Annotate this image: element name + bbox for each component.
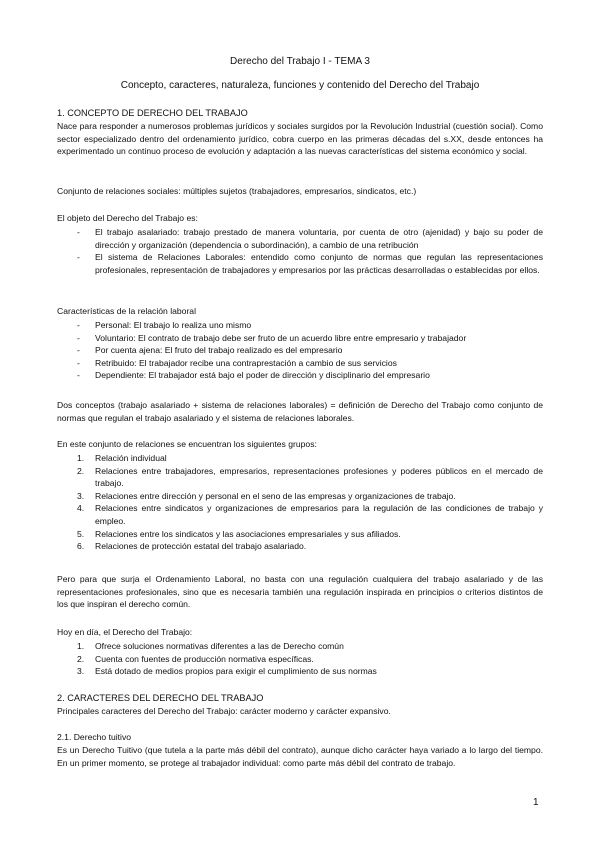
hoy-list bbox=[57, 640, 543, 678]
list-item: 1. Ofrece soluciones normativas diferentes a las de Derecho común bbox=[77, 641, 344, 651]
list-item: - El trabajo asalariado: trabajo prestado de manera voluntaria, por cuenta de otro (ajenidad) y bajo su poder de dirección y organización (dependencia o subordinación), a cambio de una retribución bbox=[57, 226, 543, 251]
list-item: 3. Está dotado de medios propios para exigir el cumplimiento de sus normas bbox=[77, 666, 377, 677]
tuitivo-paragraph: Es un Derecho Tuitivo (que tutela a la parte más débil del contrato), aunque dicho carácter haya variado a lo largo del tiempo. En un primer momento, se protege al trabajador individual: como parte más débil del contrato de trabajo. bbox=[57, 745, 543, 768]
objeto-label: El objeto del Derecho del Trabajo es: bbox=[57, 213, 198, 223]
list-item: - Por cuenta ajena: El fruto del trabajo realizado es del empresario bbox=[57, 344, 543, 357]
caracteristicas-label: Características de la relación laboral bbox=[57, 306, 196, 316]
list-item: 2. Relaciones entre trabajadores, empresarios, representaciones profesiones y poderes públicos en el mercado de trabajo. bbox=[77, 465, 543, 489]
subsection-heading: 2.1. Derecho tuitivo bbox=[57, 732, 132, 742]
list-item: 1. Relación individual bbox=[77, 453, 167, 463]
list-item: 5. Relaciones entre los sindicatos y las asociaciones empresariales y sus afiliados. bbox=[77, 528, 401, 539]
list-item: - Retribuido: El trabajador recibe una contraprestación a cambio de sus servicios bbox=[57, 357, 543, 370]
list-item: 4. Relaciones entre sindicatos y organizaciones de empresarios para la regulación de las condiciones de trabajo y empleo. bbox=[77, 503, 543, 526]
document-title: Derecho del Trabajo I - TEMA 3 bbox=[230, 56, 370, 67]
section-2-heading: 2. CARACTERES DEL DERECHO DEL TRABAJO bbox=[57, 693, 264, 703]
dos-conceptos-paragraph: Dos conceptos (trabajo asalariado + sistema de relaciones laborales) = definición de Derecho del Trabajo como conjunto de normas que regulan el trabajo asalariado y el sistema de relaciones laborales. bbox=[57, 400, 543, 423]
list-item: 6. Relaciones de protección estatal del trabajo asalariado. bbox=[77, 541, 307, 552]
list-item: - El sistema de Relaciones Laborales: entendido como conjunto de normas que regulan las representaciones profesionales, representación de trabajadores y empresarios por las prácticas desarrolladas o establecidas por ellos. bbox=[57, 251, 543, 276]
document-subtitle: Concepto, caracteres, naturaleza, funciones y contenido del Derecho del Trabajo bbox=[120, 80, 480, 91]
principales-paragraph: Principales caracteres del Derecho del Trabajo: carácter moderno y carácter expansivo. bbox=[57, 706, 391, 716]
section-1-heading: 1. CONCEPTO DE DERECHO DEL TRABAJO bbox=[57, 108, 248, 118]
list-item: - Dependiente: El trabajador está bajo el poder de dirección y disciplinario del empresario bbox=[57, 369, 543, 382]
list-item: 2. Cuenta con fuentes de producción normativa específicas. bbox=[77, 653, 314, 664]
page-number: 1 bbox=[533, 797, 539, 808]
section-1-intro: Nace para responder a numerosos problemas jurídicos y sociales surgidos por la Revolución Industrial (cuestión social). Como sector especializado dentro del ordenamiento jurídico, cobra cuerpo en las primeras décadas del s.XX, desde entonces ha experimentado un continuo proceso de evolución y adaptación a las nuevas características del sistema económico y social. bbox=[57, 121, 543, 157]
pero-paragraph: Pero para que surja el Ordenamiento Laboral, no basta con una regulación cualquiera del trabajo asalariado y de las representaciones profesionales, sino que es necesaria también una regulación inspirada en principios o criterios distintos de los que inspiran el derecho común. bbox=[57, 574, 543, 610]
grupos-list bbox=[57, 452, 543, 553]
list-item: - Voluntario: El contrato de trabajo debe ser fruto de un acuerdo libre entre empresario y trabajador bbox=[57, 332, 543, 345]
caracteristicas-list bbox=[57, 319, 543, 382]
grupos-label: En este conjunto de relaciones se encuentran los siguientes grupos: bbox=[57, 439, 317, 449]
objeto-list bbox=[57, 226, 543, 276]
list-item: 3. Relaciones entre dirección y personal en el seno de las empresas y organizaciones de trabajo. bbox=[77, 490, 456, 501]
conjunto-paragraph: Conjunto de relaciones sociales: múltiples sujetos (trabajadores, empresarios, sindicatos, etc.) bbox=[57, 186, 417, 196]
hoy-label: Hoy en día, el Derecho del Trabajo: bbox=[57, 627, 193, 637]
list-item: - Personal: El trabajo lo realiza uno mismo bbox=[57, 319, 543, 332]
